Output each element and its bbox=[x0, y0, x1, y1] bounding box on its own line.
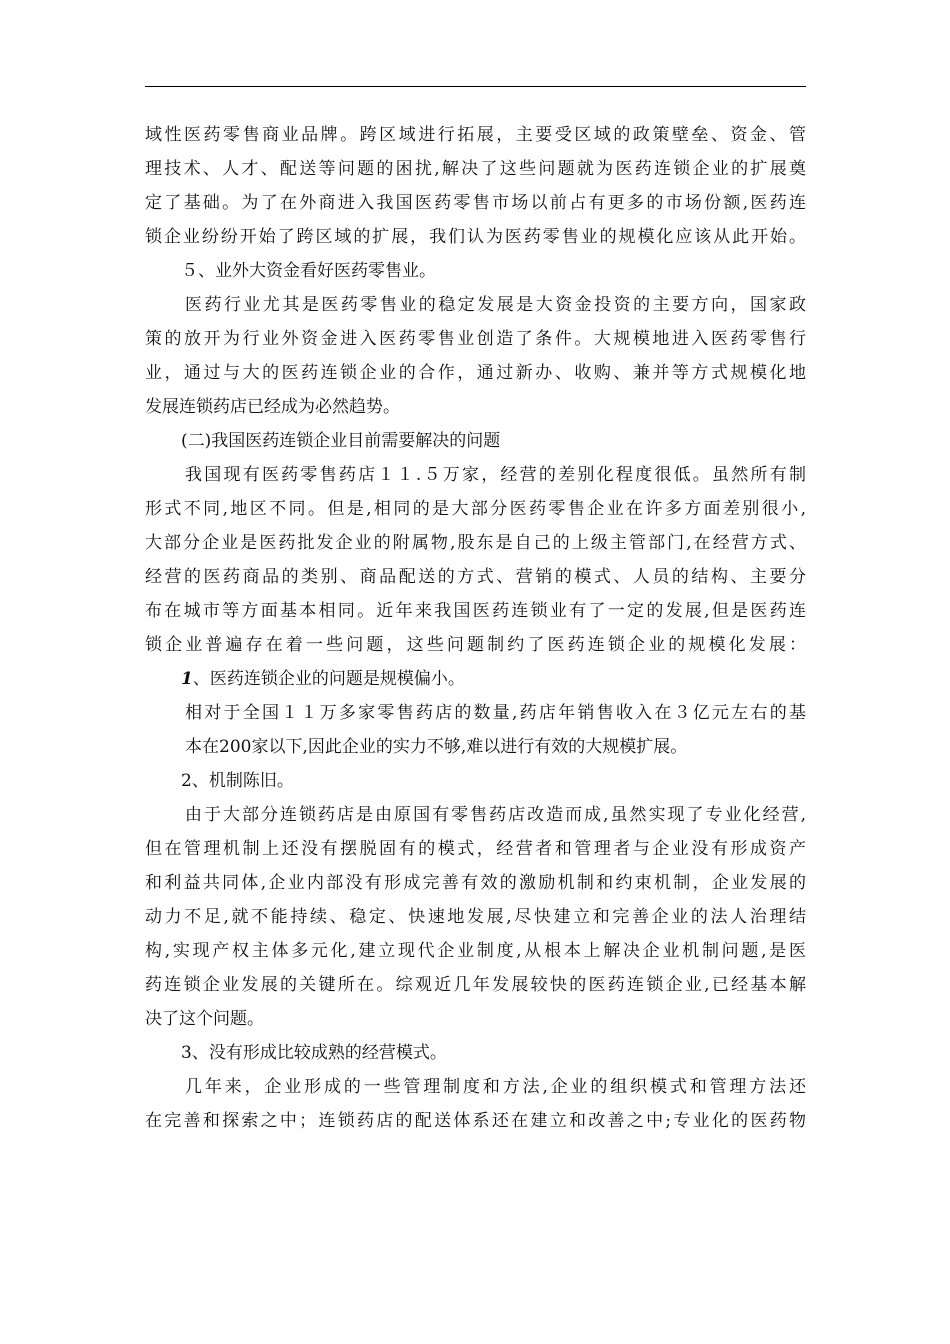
paragraph-line: 但在管理机制上还没有摆脱固有的模式，经营者和管理者与企业没有形成资产 bbox=[145, 839, 806, 859]
paragraph-line: 本在200家以下,因此企业的实力不够,难以进行有效的大规模扩展。 bbox=[185, 737, 688, 757]
paragraph-line: 布在城市等方面基本相同。近年来我国医药连锁业有了一定的发展,但是医药连 bbox=[145, 601, 806, 621]
paragraph-line: 业，通过与大的医药连锁企业的合作，通过新办、收购、兼并等方式规模化地 bbox=[145, 363, 806, 383]
paragraph-line: 在完善和探索之中；连锁药店的配送体系还在建立和改善之中;专业化的医药物 bbox=[145, 1111, 806, 1131]
section-heading: (二)我国医药连锁企业目前需要解决的问题 bbox=[181, 431, 501, 451]
heading-text: 、医药连锁企业的问题是规模偏小。 bbox=[192, 669, 465, 689]
paragraph-line: 药连锁企业发展的关键所在。综观近几年发展较快的医药连锁企业,已经基本解 bbox=[145, 975, 806, 995]
paragraph-line: 由于大部分连锁药店是由原国有零售药店改造而成,虽然实现了专业化经营, bbox=[185, 805, 806, 825]
paragraph-line: 策的放开为行业外资金进入医药零售业创造了条件。大规模地进入医药零售行 bbox=[145, 329, 806, 349]
paragraph-line: 经营的医药商品的类别、商品配送的方式、营销的模式、人员的结构、主要分 bbox=[145, 567, 806, 587]
paragraph-line: 相对于全国１１万多家零售药店的数量,药店年销售收入在３亿元左右的基 bbox=[185, 703, 806, 723]
paragraph-line: 锁企业普遍存在着一些问题，这些问题制约了医药连锁企业的规模化发展： bbox=[145, 635, 806, 655]
paragraph-line: 锁企业纷纷开始了跨区域的扩展，我们认为医药零售业的规模化应该从此开始。 bbox=[145, 227, 806, 247]
section-heading bbox=[145, 662, 806, 696]
paragraph-line: 决了这个问题。 bbox=[145, 1009, 264, 1029]
paragraph-line: 形式不同,地区不同。但是,相同的是大部分医药零售企业在许多方面差别很小, bbox=[145, 499, 806, 519]
paragraph-line: 发展连锁药店已经成为必然趋势。 bbox=[145, 397, 400, 417]
paragraph-line: 域性医药零售商业品牌。跨区域进行拓展，主要受区域的政策壁垒、资金、管 bbox=[145, 125, 806, 145]
heading-number: 1 bbox=[181, 669, 193, 689]
header-rule bbox=[145, 86, 806, 87]
section-heading: 3、没有形成比较成熟的经营模式。 bbox=[181, 1043, 447, 1063]
paragraph-line: 动力不足,就不能持续、稳定、快速地发展,尽快建立和完善企业的法人治理结 bbox=[145, 907, 806, 927]
paragraph-line: 我国现有医药零售药店１１.５万家，经营的差别化程度很低。虽然所有制 bbox=[185, 465, 806, 485]
paragraph-line: 和利益共同体,企业内部没有形成完善有效的激励机制和约束机制，企业发展的 bbox=[145, 873, 806, 893]
paragraph-line: 定了基础。为了在外商进入我国医药零售市场以前占有更多的市场份额,医药连 bbox=[145, 193, 806, 213]
paragraph-line: 几年来，企业形成的一些管理制度和方法,企业的组织模式和管理方法还 bbox=[185, 1077, 806, 1097]
section-heading: 2、机制陈旧。 bbox=[181, 771, 294, 791]
paragraph-line: 大部分企业是医药批发企业的附属物,股东是自己的上级主管部门,在经营方式、 bbox=[145, 533, 806, 553]
section-heading: ５、业外大资金看好医药零售业。 bbox=[181, 261, 436, 281]
paragraph-line: 构,实现产权主体多元化,建立现代企业制度,从根本上解决企业机制问题,是医 bbox=[145, 941, 806, 961]
body-text bbox=[145, 118, 806, 1138]
paragraph-line: 理技术、人才、配送等问题的困扰,解决了这些问题就为医药连锁企业的扩展奠 bbox=[145, 159, 806, 179]
paragraph-line: 医药行业尤其是医药零售业的稳定发展是大资金投资的主要方向，国家政 bbox=[185, 295, 806, 315]
